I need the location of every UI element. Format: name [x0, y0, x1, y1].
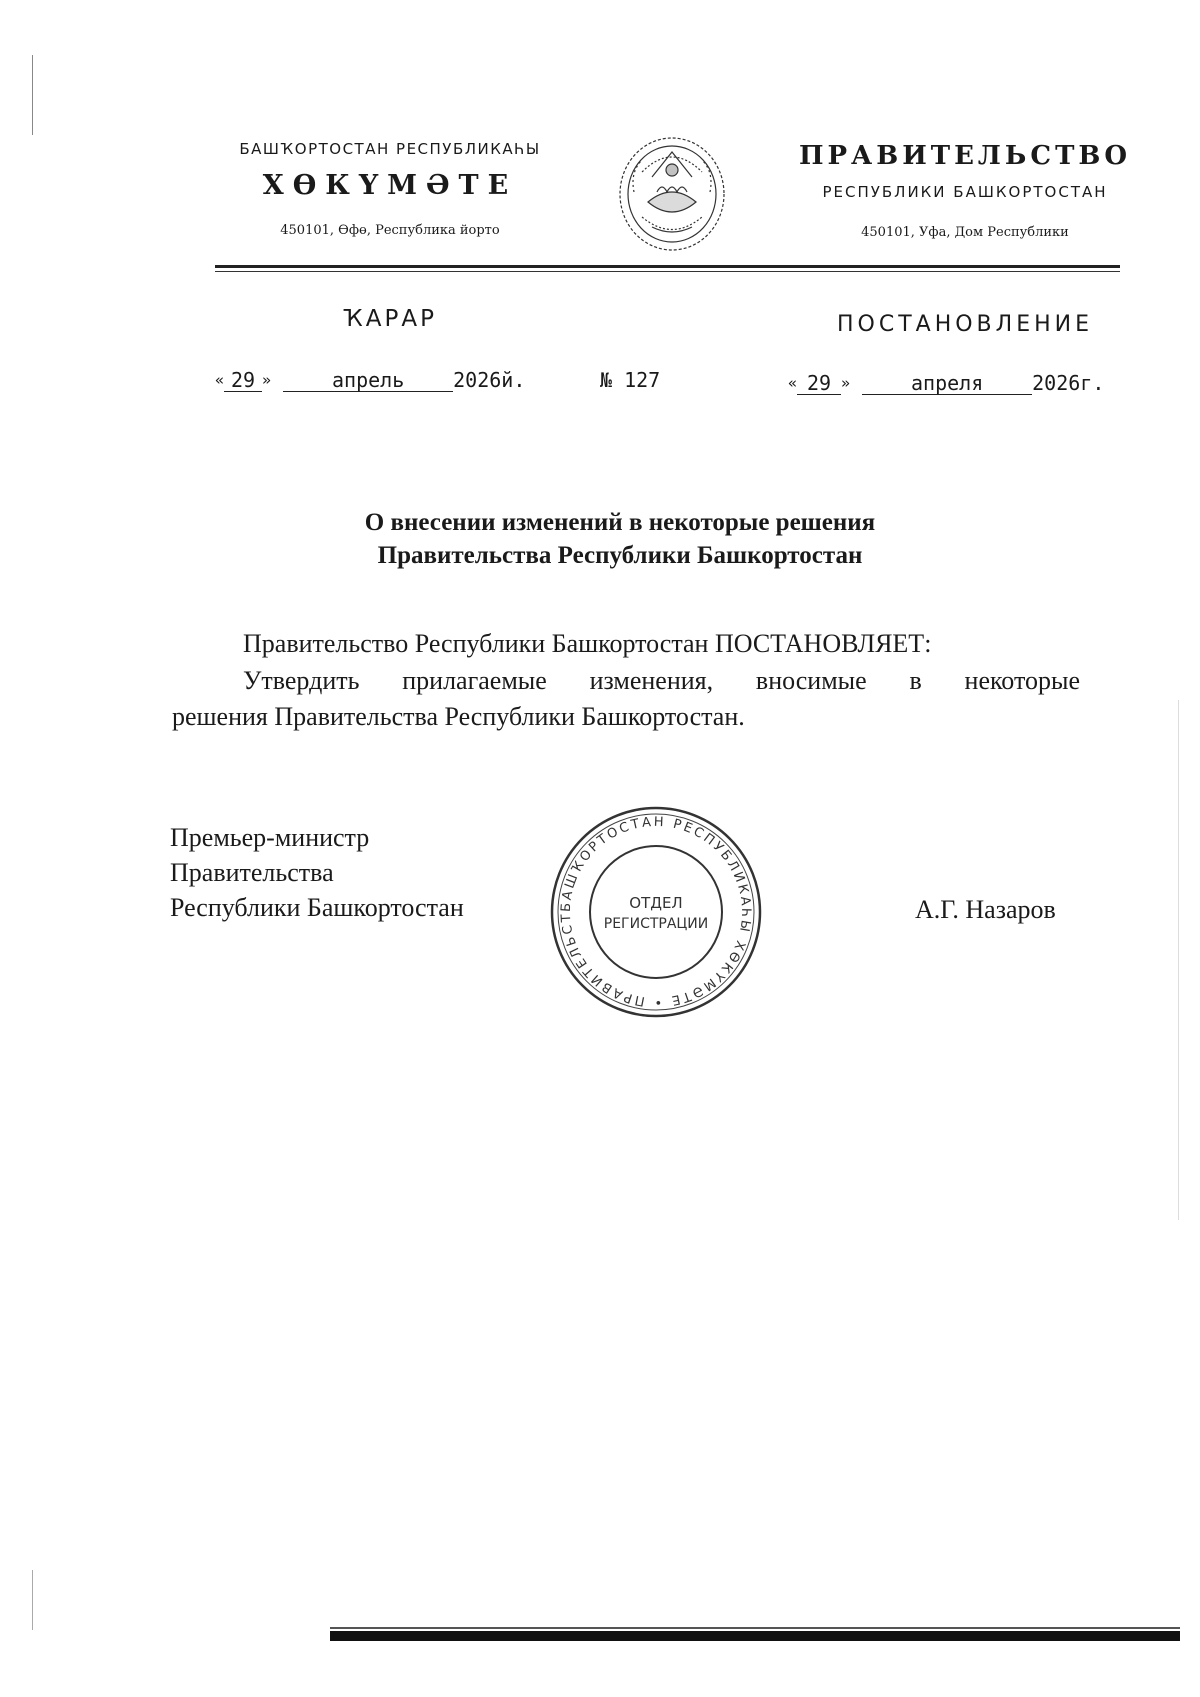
- letterhead-right-government: ПРАВИТЕЛЬСТВО: [798, 141, 1132, 171]
- scan-artifact: [1178, 700, 1179, 1220]
- letterhead-right-republic: РЕСПУБЛИКИ БАШКОРТОСТАН: [822, 183, 1108, 201]
- letterhead-right-address: 450101, Уфа, Дом Республики: [861, 225, 1069, 240]
- letterhead-divider-thin: [215, 271, 1120, 272]
- date-day: 29: [224, 369, 262, 392]
- body-line: Утвердить прилагаемые изменения, вносимые в некоторые: [243, 666, 1080, 695]
- body-line: решения Правительства Республики Башкортостан.: [172, 702, 745, 731]
- document-title: О внесении изменений в некоторые решения Правительства Республики Башкортостан: [364, 509, 876, 569]
- body-line: Правительство Республики Башкортостан ПОСТАНОВЛЯЕТ:: [243, 629, 932, 658]
- svg-text:ОТДЕЛ: ОТДЕЛ: [629, 894, 683, 912]
- signatory-position: Премьер-министр: [170, 823, 370, 852]
- date-bashkir: « 29 » апрель 2026й.: [215, 368, 526, 392]
- scan-edge-bar: [330, 1631, 1180, 1641]
- svg-text:РЕГИСТРАЦИИ: РЕГИСТРАЦИИ: [603, 916, 709, 932]
- coat-of-arms-icon: [612, 132, 732, 256]
- letterhead-divider: [215, 265, 1120, 268]
- doc-type-bashkir: ҠАРАР: [343, 306, 437, 332]
- svg-text:БАШҠОРТОСТАН РЕСПУБЛИКАҺЫ ХӨКҮ: БАШҠОРТОСТАН РЕСПУБЛИКАҺЫ ХӨКҮМӘТЕ • ПРАВИТЕЛЬСТ: [558, 814, 754, 1010]
- date-year: 2026й.: [453, 368, 526, 392]
- scan-artifact: [32, 55, 33, 135]
- signatory-position: Правительства: [170, 858, 334, 887]
- signatory-name: А.Г. Назаров: [915, 895, 1056, 924]
- date-day: 29: [797, 372, 841, 395]
- date-russian: « 29 » апреля 2026г.: [788, 371, 1105, 395]
- letterhead-left-address: 450101, Өфө, Республика йорто: [280, 223, 500, 238]
- registration-seal: [546, 802, 766, 1022]
- letterhead-left-government: ХӨКҮМӘТЕ: [262, 170, 518, 201]
- signatory-position: Республики Башкортостан: [170, 893, 464, 922]
- date-month: апреля: [862, 372, 1032, 395]
- doc-type-russian: ПОСТАНОВЛЕНИЕ: [836, 312, 1093, 337]
- scan-artifact: [32, 1570, 33, 1630]
- letterhead-left-republic: БАШҠОРТОСТАН РЕСПУБЛИКАҺЫ: [239, 140, 541, 158]
- date-month: апрель: [283, 369, 453, 392]
- date-year: 2026г.: [1032, 371, 1105, 395]
- scan-edge-line: [330, 1627, 1180, 1629]
- document-number: № 127: [600, 368, 661, 392]
